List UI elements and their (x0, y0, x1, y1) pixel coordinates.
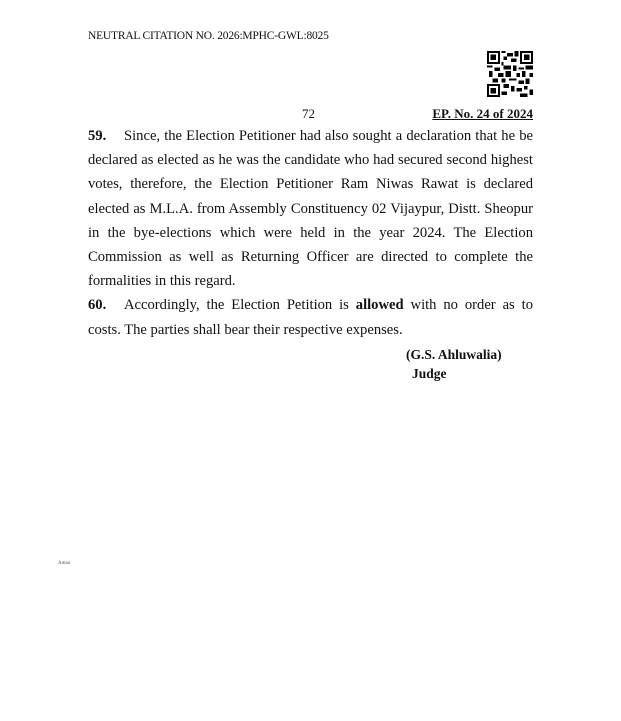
typist-initials: Aman (58, 561, 71, 566)
paragraph-number: 60. (88, 297, 107, 314)
judge-title: Judge (412, 366, 447, 381)
paragraph-text: Since, the Election Petitioner had also sought a declaration that he be declared as elected as he was the candidate who had secured second highest votes, therefore, the Election Petitioner Ram Niwas Rawat is declared elected as M.L.A. from Assembly Constituency 02 Vijaypur, Distt. Sheopur in the bye-elections which were held in the year 2024. The Election Commission as well as Returning Officer are directed to complete the formalities in this regard. (88, 128, 533, 290)
paragraph-emphasis: allowed (355, 297, 404, 314)
paragraph-59 (88, 124, 533, 293)
paragraph-number: 59. (88, 128, 107, 144)
paragraph-text: with no order as to costs. The parties shall bear their respective expenses. (88, 297, 533, 338)
judgment-body (88, 124, 533, 342)
case-number: EP. No. 24 of 2024 (432, 106, 533, 121)
paragraph-60 (88, 293, 533, 341)
qr-code-icon (487, 50, 533, 98)
page-number: 72 (302, 106, 315, 121)
signature-block (406, 345, 502, 383)
judge-name: (G.S. Ahluwalia) (406, 347, 502, 362)
neutral-citation: NEUTRAL CITATION NO. 2026:MPHC-GWL:8025 (88, 30, 329, 42)
paragraph-text: Accordingly, the Election Petition is (124, 297, 356, 314)
